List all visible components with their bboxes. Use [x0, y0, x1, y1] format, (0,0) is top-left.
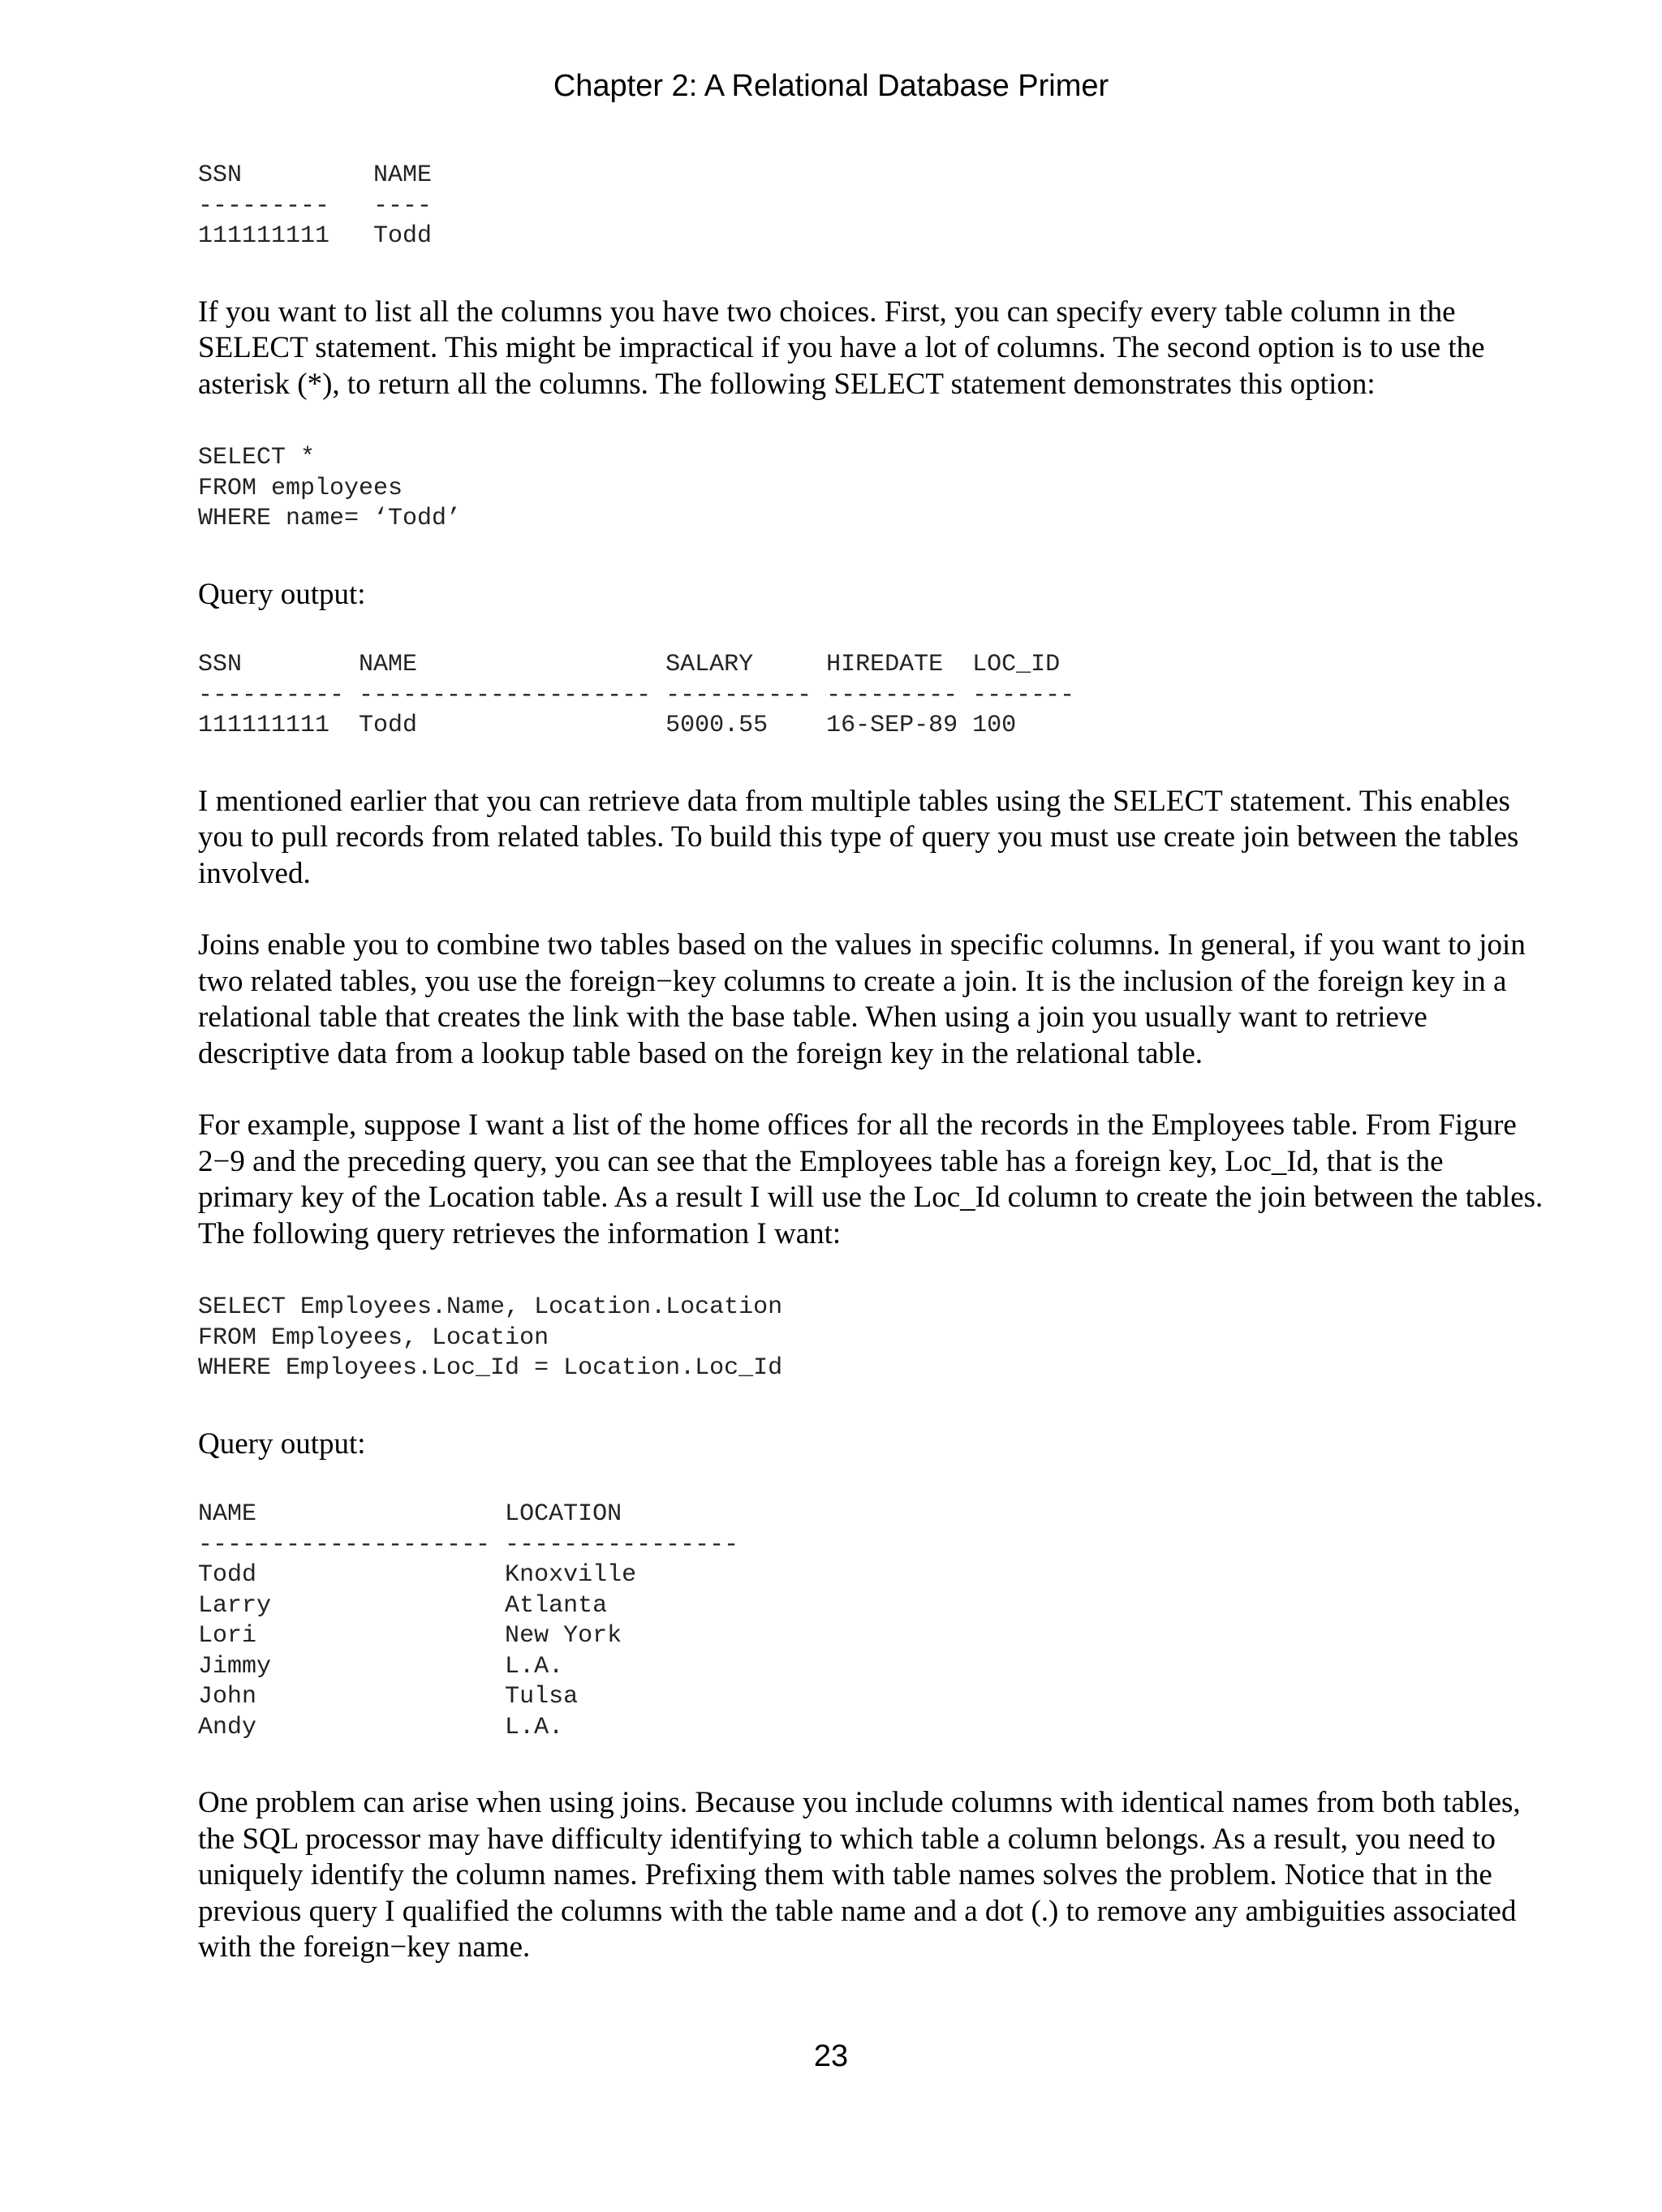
chapter-header: Chapter 2: A Relational Database Primer: [553, 69, 1109, 103]
query-output-ssn-name: SSN NAME --------- ---- 111111111 Todd: [198, 161, 433, 250]
query-output-label: Query output:: [198, 577, 366, 611]
paragraph-multiple-tables: I mentioned earlier that you can retrieve data from multiple tables using the SELECT statement. This enables you to pull records from related tables. To build this type of query you must use create join between the tables involved.: [198, 784, 1519, 890]
code-select-join: SELECT Employees.Name, Location.Location FROM Employees, Location WHERE Employees.Loc_Id = Location.Loc_Id: [198, 1293, 783, 1382]
page-body: [198, 161, 1545, 1966]
page-number: 23: [813, 2039, 849, 2073]
query-output-employee-row: SSN NAME SALARY HIREDATE LOC_ID ---------- -------------------- ---------- --------- ------- 111111111 Todd 5000.55 16-SEP-89 100: [198, 651, 1075, 739]
query-output-label: Query output:: [198, 1427, 366, 1461]
paragraph-example-home-offices: For example, suppose I want a list of the home offices for all the records in the Employees table. From Figure 2−9 and the preceding query, you can see that the Employees table has a foreign key, Loc_Id, that is the primary key of the Location table. As a result I will use the Loc_Id column to create the join between the tables. The following query retrieves the information I want:: [198, 1108, 1544, 1250]
paragraph-list-all-columns: If you want to list all the columns you have two choices. First, you can specify every table column in the SELECT statement. This might be impractical if you have a lot of columns. The second option is to use the asterisk (*), to return all the columns. The following SELECT statement demonstrates this option:: [198, 295, 1485, 401]
code-select-star: SELECT * FROM employees WHERE name= ‘Todd’: [198, 444, 462, 532]
query-output-name-location: NAME LOCATION -------------------- ---------------- Todd Knoxville Larry Atlanta Lori New York Jimmy L.A. John Tulsa Andy L.A.: [198, 1500, 739, 1741]
paragraph-joins: Joins enable you to combine two tables based on the values in specific columns. In general, if you want to join two related tables, you use the foreign−key columns to create a join. It is the inclusion of the foreign key in a relational table that creates the link with the base table. When using a join you usually want to retrieve descriptive data from a lookup table based on the foreign key in the relational table.: [198, 928, 1526, 1070]
paragraph-join-problem: One problem can arise when using joins. Because you include columns with identical names from both tables, the SQL processor may have difficulty identifying to which table a column belongs. As a result, you need to uniquely identify the column names. Prefixing them with table names solves the problem. Notice that in the previous query I qualified the columns with the table name and a dot (.) to remove any ambiguities associated with the foreign−key name.: [198, 1786, 1521, 1964]
